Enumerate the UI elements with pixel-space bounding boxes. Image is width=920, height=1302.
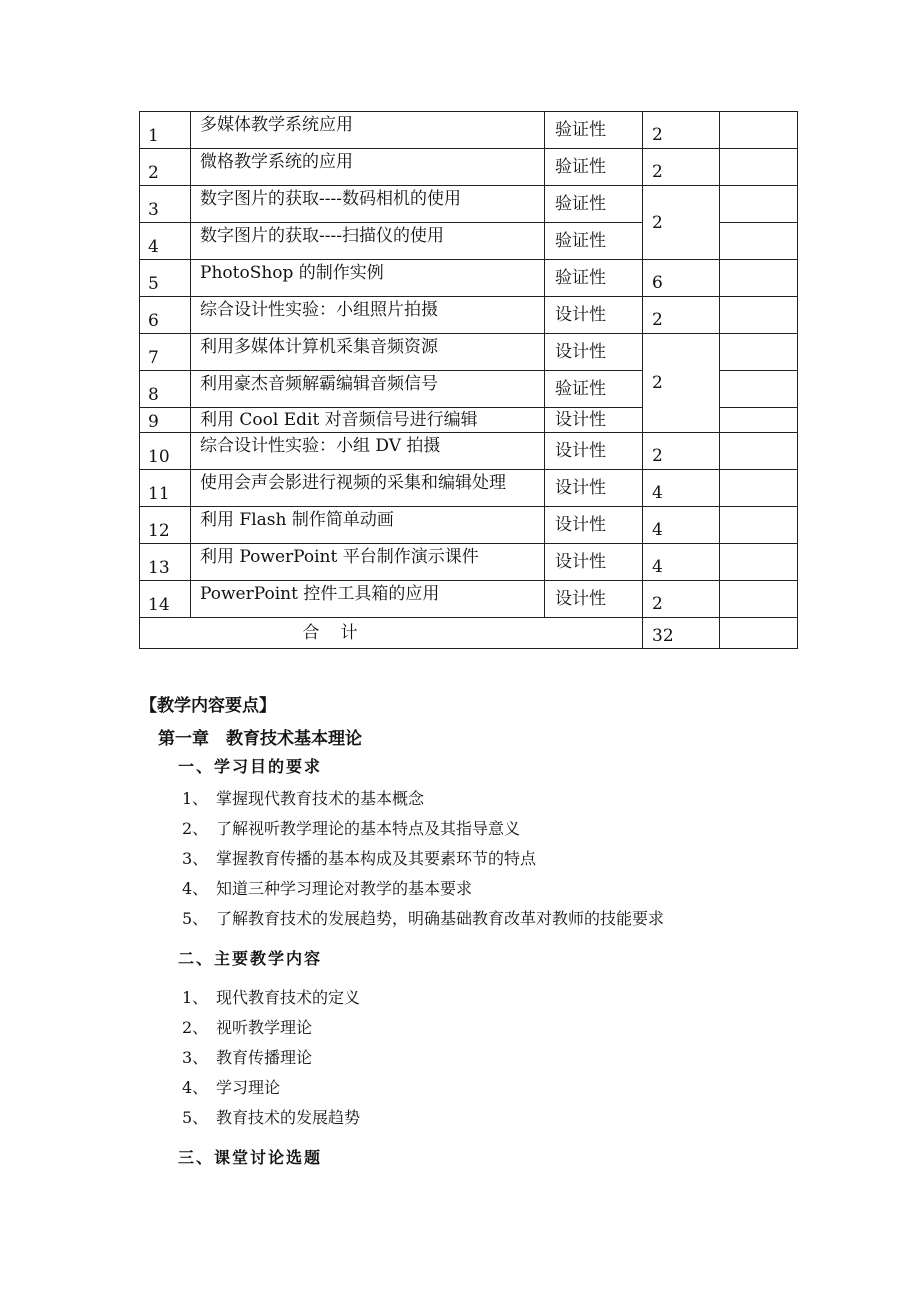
item-number: 2、: [182, 819, 209, 838]
experiment-type: 验证性: [545, 149, 643, 186]
row-number: 8: [140, 371, 191, 408]
table-row: [140, 260, 798, 297]
blank-cell: [720, 334, 798, 371]
list-item: [182, 1075, 280, 1098]
item-number: 5、: [182, 909, 209, 928]
table-row: [140, 544, 798, 581]
list-item: [182, 985, 360, 1008]
item-number: 2、: [182, 1018, 209, 1037]
list-item: [182, 876, 472, 899]
row-number: 14: [140, 581, 191, 618]
experiment-hours: 6: [643, 260, 720, 297]
row-number: 3: [140, 186, 191, 223]
experiment-hours: 2: [643, 186, 720, 260]
table-row: [140, 470, 798, 507]
experiment-type: 设计性: [545, 544, 643, 581]
experiment-name: 多媒体教学系统应用: [191, 112, 545, 149]
row-number: 7: [140, 334, 191, 371]
table-row: [140, 149, 798, 186]
experiment-type: 设计性: [545, 470, 643, 507]
item-number: 4、: [182, 879, 209, 898]
blank-cell: [720, 470, 798, 507]
list-item: [182, 816, 520, 839]
experiment-type: 设计性: [545, 297, 643, 334]
experiment-name: 使用会声会影进行视频的采集和编辑处理: [191, 470, 545, 507]
list-item: [182, 786, 424, 809]
item-text: 学习理论: [216, 1078, 281, 1097]
experiment-name: 综合设计性实验：小组照片拍摄: [191, 297, 545, 334]
blank-cell: [720, 371, 798, 408]
list-item: [182, 846, 536, 869]
experiment-type: 验证性: [545, 371, 643, 408]
experiment-table: [139, 111, 798, 649]
row-number: 1: [140, 112, 191, 149]
blank-cell: [720, 260, 798, 297]
experiment-hours: 2: [643, 112, 720, 149]
experiment-type: 验证性: [545, 186, 643, 223]
row-number: 5: [140, 260, 191, 297]
table-row: [140, 112, 798, 149]
item-text: 掌握教育传播的基本构成及其要素环节的特点: [216, 849, 537, 868]
row-number: 10: [140, 433, 191, 470]
experiment-hours: 2: [643, 581, 720, 618]
experiment-hours: 2: [643, 433, 720, 470]
row-number: 2: [140, 149, 191, 186]
part-title: 一、学习目的要求: [178, 757, 323, 776]
experiment-type: 验证性: [545, 260, 643, 297]
experiment-name: 数字图片的获取----数码相机的使用: [191, 186, 545, 223]
experiment-type: 设计性: [545, 408, 643, 433]
experiment-name: 利用 Flash 制作简单动画: [191, 507, 545, 544]
experiment-hours: 2: [643, 297, 720, 334]
experiment-hours: 2: [643, 149, 720, 186]
experiment-hours: 2: [643, 334, 720, 433]
blank-cell: [720, 581, 798, 618]
table-row: [140, 297, 798, 334]
experiment-name: 利用 Cool Edit 对音频信号进行编辑: [191, 408, 545, 433]
list-item: [182, 1045, 312, 1068]
item-text: 视听教学理论: [216, 1018, 313, 1037]
list-item: [182, 1105, 360, 1128]
total-hours: 32: [643, 618, 720, 649]
item-text: 知道三种学习理论对教学的基本要求: [216, 879, 473, 898]
experiment-name: PhotoShop 的制作实例: [191, 260, 545, 297]
item-number: 4、: [182, 1078, 209, 1097]
experiment-type: 设计性: [545, 507, 643, 544]
part-title: 三、课堂讨论选题: [178, 1148, 323, 1167]
blank-cell: [720, 618, 798, 649]
item-number: 5、: [182, 1108, 209, 1127]
row-number: 9: [140, 408, 191, 433]
row-number: 11: [140, 470, 191, 507]
item-text: 了解视听教学理论的基本特点及其指导意义: [216, 819, 521, 838]
blank-cell: [720, 149, 798, 186]
item-number: 1、: [182, 988, 209, 1007]
item-text: 了解教育技术的发展趋势，明确基础教育改革对教师的技能要求: [216, 909, 665, 928]
row-number: 6: [140, 297, 191, 334]
item-text: 教育传播理论: [216, 1048, 313, 1067]
experiment-hours: 4: [643, 507, 720, 544]
experiment-name: 利用豪杰音频解霸编辑音频信号: [191, 371, 545, 408]
item-text: 现代教育技术的定义: [216, 988, 361, 1007]
row-number: 4: [140, 223, 191, 260]
experiment-name: 利用多媒体计算机采集音频资源: [191, 334, 545, 371]
experiment-name: 利用 PowerPoint 平台制作演示课件: [191, 544, 545, 581]
experiment-type: 验证性: [545, 223, 643, 260]
experiment-name: 数字图片的获取----扫描仪的使用: [191, 223, 545, 260]
experiment-hours: 4: [643, 470, 720, 507]
chapter-title: 第一章 教育技术基本理论: [158, 729, 362, 749]
row-number: 12: [140, 507, 191, 544]
blank-cell: [720, 186, 798, 223]
item-number: 1、: [182, 789, 209, 808]
table-row: [140, 507, 798, 544]
experiment-name: 微格教学系统的应用: [191, 149, 545, 186]
table-row: [140, 334, 798, 371]
item-number: 3、: [182, 1048, 209, 1067]
table-row: [140, 581, 798, 618]
item-number: 3、: [182, 849, 209, 868]
experiment-type: 设计性: [545, 334, 643, 371]
experiment-type: 验证性: [545, 112, 643, 149]
blank-cell: [720, 544, 798, 581]
item-text: 教育技术的发展趋势: [216, 1108, 361, 1127]
blank-cell: [720, 507, 798, 544]
item-text: 掌握现代教育技术的基本概念: [216, 789, 425, 808]
table-row: [140, 186, 798, 223]
experiment-name: 综合设计性实验：小组 DV 拍摄: [191, 433, 545, 470]
experiment-hours: 4: [643, 544, 720, 581]
experiment-type: 设计性: [545, 433, 643, 470]
total-row: [140, 618, 798, 649]
part-title: 二、主要教学内容: [178, 949, 323, 968]
section-title: 【教学内容要点】: [140, 696, 276, 716]
row-number: 13: [140, 544, 191, 581]
list-item: [182, 1015, 312, 1038]
experiment-type: 设计性: [545, 581, 643, 618]
blank-cell: [720, 223, 798, 260]
blank-cell: [720, 433, 798, 470]
blank-cell: [720, 112, 798, 149]
blank-cell: [720, 297, 798, 334]
table-row: [140, 433, 798, 470]
experiment-name: PowerPoint 控件工具箱的应用: [191, 581, 545, 618]
list-item: [182, 906, 664, 929]
blank-cell: [720, 408, 798, 433]
total-label: 合 计: [140, 618, 643, 649]
